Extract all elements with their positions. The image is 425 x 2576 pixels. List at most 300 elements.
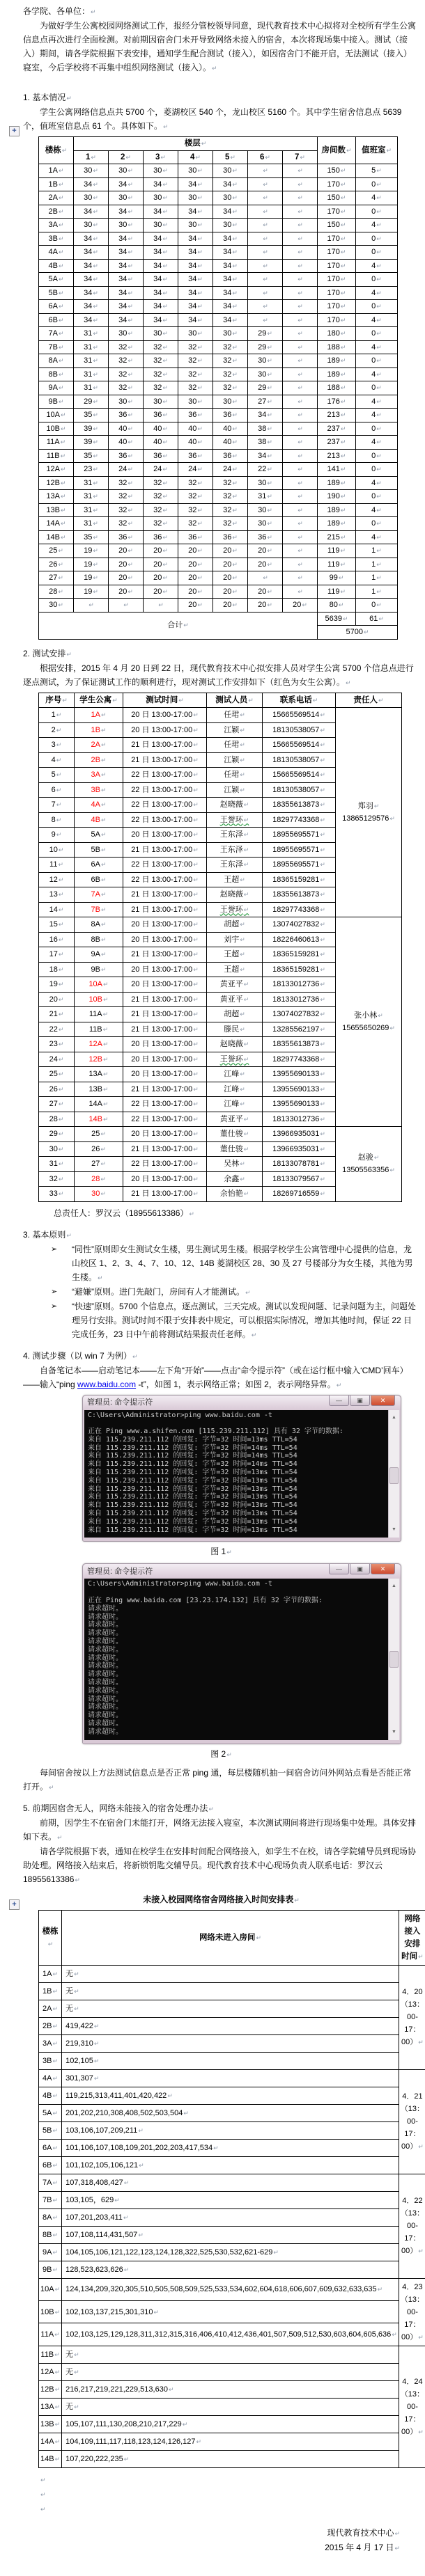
rooms-cell: 102,103,137,215,301,310 ↵: [62, 2300, 399, 2323]
rooms-cell: 119,215,313,411,401,420,422 ↵: [62, 2087, 399, 2104]
floor-count-cell: 24 ↵: [109, 463, 144, 477]
floor-count-cell: 30 ↵: [248, 368, 283, 381]
table-row: [39, 2261, 425, 2278]
floor-count-cell: 32 ↵: [109, 368, 144, 381]
floor-count-cell: 34 ↵: [178, 177, 213, 191]
building-cell: 6B ↵: [39, 2156, 62, 2174]
rooms-cell: 141 ↵: [318, 463, 356, 477]
floor-count-cell: 32 ↵: [178, 381, 213, 395]
no-cell: 15 ↵: [39, 917, 75, 933]
cmd-output: [84, 1579, 388, 1739]
rooms-cell: 无 ↵: [62, 2346, 399, 2363]
tester-cell: 江峰 ↵: [207, 1082, 263, 1097]
dorm-cell: 3A ↵: [75, 768, 123, 783]
building-cell: 5B ↵: [39, 286, 74, 300]
no-cell: 7 ↵: [39, 798, 75, 813]
floor-count-cell: [248, 205, 283, 219]
no-cell: 18 ↵: [39, 962, 75, 977]
no-cell: 28 ↵: [39, 1112, 75, 1127]
no-cell: 12 ↵: [39, 872, 75, 887]
floor-count-cell: [283, 476, 318, 490]
floor-count-cell: 32 ↵: [178, 517, 213, 531]
dorm-cell: 11B ↵: [75, 1022, 123, 1037]
phone-cell: 18355613873 ↵: [263, 798, 336, 813]
floor-count-cell: 32 ↵: [213, 517, 248, 531]
floor-count-cell: [283, 300, 318, 314]
floor-count-cell: 34 ↵: [109, 205, 144, 219]
building-cell: 3A ↵: [39, 219, 74, 232]
floor-count-cell: 32 ↵: [178, 340, 213, 354]
table-row: [39, 177, 398, 191]
building-cell: 4B ↵: [39, 259, 74, 273]
floor-count-cell: 34 ↵: [74, 313, 109, 327]
floor-count-cell: [109, 599, 144, 613]
building-cell: 6A ↵: [39, 300, 74, 314]
floor-count-cell: 34 ↵: [213, 286, 248, 300]
time-cell: 21 日 13:00-17:00 ↵: [123, 1187, 207, 1202]
col-5: 责任人 ↵: [336, 693, 402, 708]
access-time-cell: 4．22（13：00-17：00） ↵: [399, 2174, 425, 2278]
building-cell: 13A ↵: [39, 2398, 62, 2415]
duty-cell: 1 ↵: [356, 571, 398, 585]
table-row: [39, 2278, 425, 2300]
building-cell: 3A ↵: [39, 2034, 62, 2052]
rooms-cell: 189 ↵: [318, 517, 356, 531]
time-cell: 20 日 13:00-17:00 ↵: [123, 1127, 207, 1142]
floor-count-cell: 30 ↵: [178, 395, 213, 409]
floor-count-cell: 34 ↵: [213, 273, 248, 287]
list-item: ➢ “快速”原则。5700 个信息点，逐点测试，三天完成。测试以发现问题、记录问题为主，问题处理另行安排。测试时间不限于安排表中规定，可以根据实际情况，增加其他时间，保证 22 日完成任务，23 日中午前将测试结果报责任老师。 ↵: [51, 1299, 419, 1342]
phone-cell: 18133078781 ↵: [263, 1157, 336, 1172]
rooms-cell: 102,103,125,129,128,311,312,315,316,406,410,412,436,401,507,509,512,530,603,604,605,636 ↵: [62, 2323, 399, 2346]
table-row: [39, 232, 398, 246]
baidu-link[interactable]: www.baidu.com: [77, 1380, 136, 1389]
tester-cell: 赵晓薇 ↵: [207, 887, 263, 903]
dorm-cell: 12B ↵: [75, 1052, 123, 1067]
scrollbar[interactable]: [388, 1579, 399, 1739]
duty-cell: 0 ↵: [356, 381, 398, 395]
floor-count-cell: 34 ↵: [144, 232, 178, 246]
scrollbar-thumb[interactable]: [389, 1651, 399, 1668]
col-4: 联系电话 ↵: [263, 693, 336, 708]
close-icon[interactable]: ✕: [371, 1396, 395, 1406]
col-duty: 值班室 ↵: [356, 137, 398, 164]
no-cell: 27 ↵: [39, 1097, 75, 1112]
floor-count-cell: 34 ↵: [74, 286, 109, 300]
duty-cell: 0 ↵: [356, 246, 398, 260]
time-cell: 21 日 13:00-17:00 ↵: [123, 1141, 207, 1157]
floor-count-cell: 34 ↵: [109, 313, 144, 327]
time-cell: 20 日 13:00-17:00 ↵: [123, 1171, 207, 1187]
rooms-cell: 104,109,111,117,118,123,124,126,127 ↵: [62, 2433, 399, 2450]
floor-count-cell: 31 ↵: [74, 490, 109, 504]
floor-count-cell: 32 ↵: [213, 503, 248, 517]
floor-count-cell: 20 ↵: [248, 585, 283, 599]
floor-count-cell: 20 ↵: [144, 585, 178, 599]
floor-count-cell: [283, 585, 318, 599]
building-cell: 27 ↵: [39, 571, 74, 585]
rooms-cell: 119 ↵: [318, 585, 356, 599]
floor-count-cell: [283, 164, 318, 178]
building-cell: 30 ↵: [39, 599, 74, 613]
duty-cell: 4 ↵: [356, 259, 398, 273]
building-cell: 8B ↵: [39, 368, 74, 381]
rooms-cell: 170 ↵: [318, 273, 356, 287]
building-cell: 13B ↵: [39, 503, 74, 517]
dorm-cell: 13B ↵: [75, 1082, 123, 1097]
time-cell: 21 日 13:00-17:00 ↵: [123, 738, 207, 753]
access-time-cell: 4．20（13：00-17：00） ↵: [399, 1965, 425, 2069]
floor-count-cell: [283, 530, 318, 544]
floor-count-cell: 32 ↵: [109, 517, 144, 531]
duty-cell: 4 ↵: [356, 368, 398, 381]
total-rooms: 5639 ↵: [318, 612, 356, 626]
scrollbar[interactable]: [388, 1410, 399, 1538]
table-row: [39, 449, 398, 463]
floor-count-cell: [283, 246, 318, 260]
cmd-line: 请求超时。: [88, 1687, 388, 1696]
col-floors: 楼层 ↵: [74, 137, 318, 151]
duty-cell: 5 ↵: [356, 164, 398, 178]
table-move-handle[interactable]: +: [9, 126, 20, 136]
rooms-cell: 301,307 ↵: [62, 2069, 399, 2087]
cmd-window-title: 管理员: 命令提示符: [87, 1565, 153, 1579]
chief-responsible-line: 总责任人：罗汉云（18955613386） ↵: [54, 1206, 419, 1221]
phone-cell: 13955690133 ↵: [263, 1082, 336, 1097]
rooms-cell: 213 ↵: [318, 409, 356, 422]
tester-cell: 王誉环 ↵: [207, 902, 263, 917]
floor-count-cell: 34 ↵: [213, 246, 248, 260]
cmd-line: 请求超时。: [88, 1629, 388, 1638]
cmd-line: 来自 115.239.211.112 的回复: 字节=32 时间=13ms TTL=54: [88, 1436, 388, 1444]
list-item: ➢ “同性”原则即女生测试女生楼，男生测试男生楼。根据学校学生公寓管理中心提供的信息，龙山校区 1、2、3、4、7、10、12、14B 菱湖校区 28、30 及 27 号楼部分为女生楼，其他为男生楼。 ↵: [51, 1242, 419, 1285]
rooms-cell: 103,105，629 ↵: [62, 2191, 399, 2208]
floor-count-cell: 24 ↵: [213, 463, 248, 477]
floor-count-cell: 36 ↵: [144, 409, 178, 422]
cmd-line: 来自 115.239.211.112 的回复: 字节=32 时间=13ms TTL=54: [88, 1477, 388, 1485]
cmd-titlebar[interactable]: [83, 1396, 401, 1410]
col-building: 楼栋 ↵: [39, 1910, 62, 1965]
table-row: [39, 395, 398, 409]
rooms-cell: 170 ↵: [318, 313, 356, 327]
floor-count-cell: 34 ↵: [178, 300, 213, 314]
scroll-down-icon[interactable]: ▼: [392, 1725, 396, 1739]
tester-cell: 王东泽 ↵: [207, 858, 263, 873]
cmd-titlebar[interactable]: [83, 1564, 401, 1579]
dorm-cell: 4B ↵: [75, 812, 123, 828]
phone-cell: 18955695571 ↵: [263, 842, 336, 858]
floor-count-cell: 30 ↵: [248, 503, 283, 517]
floor-count-cell: 32 ↵: [109, 381, 144, 395]
rooms-cell: 188 ↵: [318, 381, 356, 395]
floor-count-cell: 20 ↵: [248, 544, 283, 558]
scroll-down-icon[interactable]: ▼: [392, 1523, 396, 1537]
floor-count-cell: 19 ↵: [74, 558, 109, 571]
rooms-cell: 213 ↵: [318, 449, 356, 463]
rooms-cell: 180 ↵: [318, 327, 356, 341]
floor-count-cell: 31 ↵: [74, 381, 109, 395]
floor-count-cell: 34 ↵: [178, 259, 213, 273]
rooms-cell: 237 ↵: [318, 422, 356, 436]
responsible-phone: 15655650269 ↵: [337, 1022, 400, 1034]
phone-cell: 13955690133 ↵: [263, 1097, 336, 1112]
tester-cell: 任珺 ↵: [207, 708, 263, 723]
step-text-post: -t”，如图 1，表示网络正常；如图 2，表示网络异常。 ↵: [136, 1380, 341, 1389]
table-row: [39, 368, 398, 381]
cmd-line: 来自 115.239.211.112 的回复: 字节=32 时间=14ms TTL=54: [88, 1460, 388, 1469]
cmd-line: 来自 115.239.211.112 的回复: 字节=32 时间=13ms TTL=54: [88, 1493, 388, 1501]
phone-cell: 18133012736 ↵: [263, 992, 336, 1007]
section-5-title: 5. 前期因宿舍无人，网络未能接入的宿舍处理办法 ↵: [23, 1801, 419, 1816]
duty-cell: 0 ↵: [356, 599, 398, 613]
floor-count-cell: 30 ↵: [109, 395, 144, 409]
floor-count-cell: 30 ↵: [109, 164, 144, 178]
dorm-cell: 14A ↵: [75, 1097, 123, 1112]
table-row: [39, 463, 398, 477]
section-5-para1: 前期，因学生不在宿舍门未能打开，网络无法接入寝室，本次测试期间将进行现场集中处理。具体安排如下表。 ↵: [23, 1816, 419, 1844]
rooms-cell: 190 ↵: [318, 490, 356, 504]
building-cell: 9A ↵: [39, 381, 74, 395]
floor-count-cell: [283, 381, 318, 395]
minimize-icon[interactable]: —: [329, 1396, 349, 1406]
floor-count-cell: 20 ↵: [144, 544, 178, 558]
time-cell: 21 日 13:00-17:00 ↵: [123, 1022, 207, 1037]
scroll-up-icon[interactable]: ▲: [392, 1411, 396, 1425]
dorm-cell: 8A ↵: [75, 917, 123, 933]
building-cell: 10B ↵: [39, 422, 74, 436]
floor-count-cell: 32 ↵: [144, 517, 178, 531]
section-1-body: 学生公寓网络信息点共 5700 个，菱湖校区 540 个，龙山校区 5160 个。其中学生宿舍信息点 5639 个，值班室信息点 61 个。具体如下。 ↵: [23, 105, 419, 134]
cmd-line: 请求超时。: [88, 1605, 388, 1613]
dorm-cell: 5B ↵: [75, 842, 123, 858]
floor-count-cell: [283, 354, 318, 368]
building-cell: 14A ↵: [39, 517, 74, 531]
floor-count-cell: 20 ↵: [144, 571, 178, 585]
cmd-line: 请求超时。: [88, 1703, 388, 1712]
rooms-cell: 104,105,106,121,122,123,124,128,322,525,530,532,621-629 ↵: [62, 2243, 399, 2261]
time-cell: 20 日 13:00-17:00 ↵: [123, 917, 207, 933]
floor-count-cell: 40 ↵: [109, 422, 144, 436]
cmd-line: 请求超时。: [88, 1654, 388, 1663]
floor-count-cell: 31 ↵: [74, 517, 109, 531]
duty-cell: 4 ↵: [356, 530, 398, 544]
dorm-cell: 10A ↵: [75, 977, 123, 993]
section-3-title: 3. 基本原则 ↵: [23, 1228, 419, 1242]
floor-count-cell: 34 ↵: [213, 300, 248, 314]
floor-count-cell: 30 ↵: [109, 191, 144, 205]
building-cell: 6B ↵: [39, 313, 74, 327]
building-cell: 8B ↵: [39, 2226, 62, 2243]
floor-count-cell: [248, 177, 283, 191]
duty-cell: 4 ↵: [356, 395, 398, 409]
building-cell: 8A ↵: [39, 354, 74, 368]
cmd-line: 来自 115.239.211.112 的回复: 字节=32 时间=14ms TTL=54: [88, 1444, 388, 1453]
phone-cell: 15665569514 ↵: [263, 708, 336, 723]
maximize-icon[interactable]: ▣: [350, 1396, 370, 1406]
scrollbar-thumb[interactable]: [389, 1467, 399, 1484]
floor-count-cell: 40 ↵: [213, 422, 248, 436]
floor-count-cell: 36 ↵: [178, 449, 213, 463]
floor-count-cell: 20 ↵: [213, 571, 248, 585]
time-cell: 20 日 13:00-17:00 ↵: [123, 1037, 207, 1052]
floor-count-cell: 31 ↵: [248, 490, 283, 504]
section-5-para2: 请各学院根据下表，通知在校学生在安排时间配合网络接入，如学生不在校，请各学院辅导员到现场协助处理。网络接入结束后，将新锁钥匙交辅导员。现代教育技术中心现场负责人联系电话：罗汉云 18955613386 ↵: [23, 1844, 419, 1887]
floor-count-cell: 34 ↵: [144, 286, 178, 300]
floor-count-cell: [283, 395, 318, 409]
floor-count-cell: 30 ↵: [109, 327, 144, 341]
rooms-cell: 无 ↵: [62, 2000, 399, 2017]
table-move-handle[interactable]: +: [9, 1899, 20, 1910]
cmd-window-title: 管理员: 命令提示符: [87, 1396, 153, 1409]
time-cell: 21 日 13:00-17:00 ↵: [123, 842, 207, 858]
cmd-line: 来自 115.239.211.112 的回复: 字节=32 时间=13ms TTL=54: [88, 1526, 388, 1535]
signature-date: 2015 年 4 月 17 日 ↵: [23, 2541, 400, 2555]
floor-count-cell: 36 ↵: [109, 409, 144, 422]
floor-count-cell: [283, 340, 318, 354]
rooms-cell: 107,108,114,431,507 ↵: [62, 2226, 399, 2243]
tester-cell: 董仕骏 ↵: [207, 1127, 263, 1142]
cmd-line: [88, 1588, 388, 1597]
dorm-cell: 14B ↵: [75, 1112, 123, 1127]
rooms-cell: 189 ↵: [318, 476, 356, 490]
minimize-icon[interactable]: —: [329, 1564, 349, 1574]
dorm-cell: 9A ↵: [75, 947, 123, 963]
responsible-phone: 13865129576 ↵: [337, 812, 400, 825]
table-row: [39, 327, 398, 341]
col-floor-5: 5 ↵: [213, 150, 248, 164]
step-text-pre: 自备笔记本——启动笔记本——左下角“开始”——点击“命令提示符”（或在运行框中输入‘CMD’回车）——输入“ping: [23, 1366, 408, 1389]
table-row: [39, 2156, 425, 2174]
tester-cell: 胡超 ↵: [207, 917, 263, 933]
no-cell: 31 ↵: [39, 1157, 75, 1172]
table-row: [39, 164, 398, 178]
phone-cell: 18955695571 ↵: [263, 858, 336, 873]
no-cell: 32 ↵: [39, 1171, 75, 1187]
dorm-cell: 6B ↵: [75, 872, 123, 887]
rooms-cell: 无 ↵: [62, 1982, 399, 2000]
no-cell: 16 ↵: [39, 932, 75, 947]
building-cell: 4B ↵: [39, 2087, 62, 2104]
tester-cell: 江颖 ↵: [207, 722, 263, 738]
close-icon[interactable]: ✕: [371, 1564, 395, 1574]
dorm-cell: 13A ↵: [75, 1067, 123, 1082]
floor-count-cell: [283, 571, 318, 585]
floor-count-cell: 32 ↵: [213, 381, 248, 395]
floor-count-cell: 19 ↵: [74, 571, 109, 585]
floor-count-cell: 31 ↵: [74, 503, 109, 517]
duty-cell: 4 ↵: [356, 219, 398, 232]
total-row: [39, 612, 398, 626]
dorm-cell: 25 ↵: [75, 1127, 123, 1142]
table-row: [39, 599, 398, 613]
building-cell: 3B ↵: [39, 2052, 62, 2069]
building-cell: 12B ↵: [39, 476, 74, 490]
col-rooms: 房间数 ↵: [318, 137, 356, 164]
rooms-cell: 176 ↵: [318, 395, 356, 409]
no-cell: 1 ↵: [39, 708, 75, 723]
floor-count-cell: 35 ↵: [74, 409, 109, 422]
tester-cell: 江颖 ↵: [207, 782, 263, 798]
rooms-cell: 80 ↵: [318, 599, 356, 613]
rooms-cell: 107,220,222,235 ↵: [62, 2450, 399, 2467]
no-cell: 21 ↵: [39, 1007, 75, 1022]
signature-org: 现代教育技术中心 ↵: [23, 2526, 400, 2541]
floor-count-cell: 32 ↵: [109, 490, 144, 504]
access-time-cell: 4．23（13：00-17：00） ↵: [399, 2278, 425, 2346]
floor-count-cell: 32 ↵: [109, 476, 144, 490]
duty-cell: 1 ↵: [356, 558, 398, 571]
cmd-line: 请求超时。: [88, 1613, 388, 1622]
table-row: [39, 2104, 425, 2121]
floor-count-cell: 31 ↵: [74, 340, 109, 354]
duty-cell: 0 ↵: [356, 463, 398, 477]
no-cell: 4 ↵: [39, 752, 75, 768]
test-schedule-table-wrap: [23, 693, 419, 1202]
duty-cell: 0 ↵: [356, 177, 398, 191]
duty-cell: 0 ↵: [356, 327, 398, 341]
maximize-icon[interactable]: ▣: [350, 1564, 370, 1574]
time-cell: 20 日 13:00-17:00 ↵: [123, 708, 207, 723]
floor-count-cell: [144, 599, 178, 613]
cmd-line: 请求超时。: [88, 1662, 388, 1670]
dorm-cell: 11A ↵: [75, 1007, 123, 1022]
floor-count-cell: 35 ↵: [74, 530, 109, 544]
floor-count-cell: [283, 286, 318, 300]
dorm-cell: 2B ↵: [75, 752, 123, 768]
time-cell: 20 日 13:00-17:00 ↵: [123, 1067, 207, 1082]
responsible-cell: [336, 1127, 402, 1202]
floor-count-cell: 32 ↵: [213, 476, 248, 490]
phone-cell: 15665569514 ↵: [263, 768, 336, 783]
floor-count-cell: 34 ↵: [109, 246, 144, 260]
floor-count-cell: 30 ↵: [178, 164, 213, 178]
scroll-up-icon[interactable]: ▲: [392, 1579, 396, 1593]
floor-count-cell: [248, 300, 283, 314]
floor-count-cell: 34 ↵: [213, 177, 248, 191]
salutation-text: 各学院、各单位： ↵: [23, 6, 96, 16]
building-cell: 2A ↵: [39, 2000, 62, 2017]
rooms-cell: 170 ↵: [318, 205, 356, 219]
floor-count-cell: 40 ↵: [178, 436, 213, 450]
rooms-cell: 216,217,219,221,229,513,630 ↵: [62, 2380, 399, 2398]
table-row: [39, 2323, 425, 2346]
floor-count-cell: [283, 232, 318, 246]
table-row: [39, 2226, 425, 2243]
phone-cell: 18133012736 ↵: [263, 1112, 336, 1127]
no-cell: 6 ↵: [39, 782, 75, 798]
building-cell: 4A ↵: [39, 2069, 62, 2087]
table-row: [39, 2191, 425, 2208]
floor-count-cell: 32 ↵: [144, 381, 178, 395]
floor-count-cell: 34 ↵: [109, 286, 144, 300]
floor-count-cell: 30 ↵: [178, 191, 213, 205]
time-cell: 22 日 13:00-17:00 ↵: [123, 798, 207, 813]
table-row: [39, 2380, 425, 2398]
phone-cell: 18130538057 ↵: [263, 752, 336, 768]
floor-count-cell: 32 ↵: [178, 476, 213, 490]
building-cell: 8A ↵: [39, 2208, 62, 2226]
floor-count-cell: 30 ↵: [178, 219, 213, 232]
rooms-cell: 101,102,105,106,121 ↵: [62, 2156, 399, 2174]
floor-count-cell: 34 ↵: [74, 300, 109, 314]
floor-count-cell: [283, 463, 318, 477]
table-row: [39, 2174, 425, 2191]
dorm-cell: 7A ↵: [75, 887, 123, 903]
floor-count-cell: 30 ↵: [213, 219, 248, 232]
floor-count-cell: [248, 219, 283, 232]
building-cell: 2B ↵: [39, 205, 74, 219]
responsible-name: 郑羽 ↵: [337, 800, 400, 812]
